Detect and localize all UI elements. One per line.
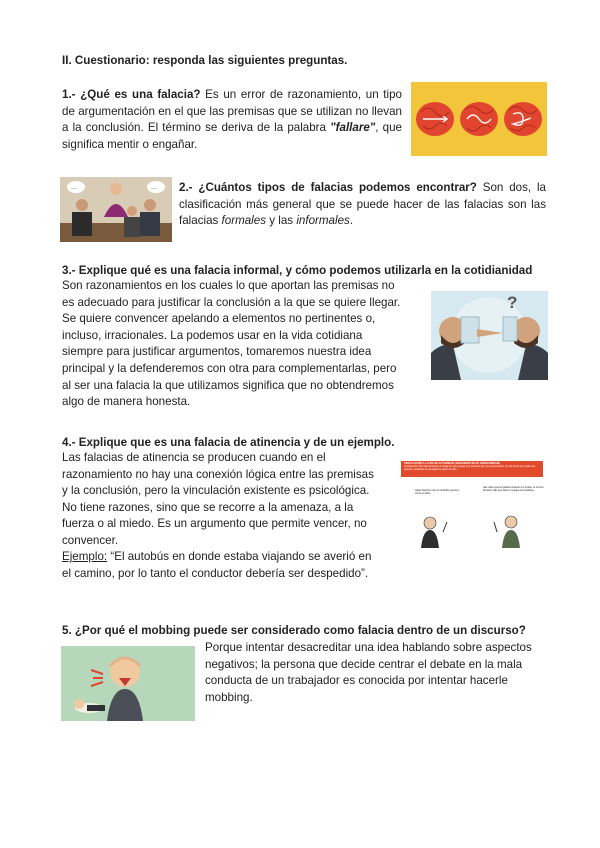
question-4-line: Las falacias de atinencia se producen cuando en el (62, 451, 326, 464)
meeting-people-icons (60, 177, 172, 242)
authority-fallacy-illustration (397, 460, 548, 550)
meeting-illustration (60, 177, 172, 242)
banner-title: VINCULACIÓN A LA IRA DE AUTORIDAD (ARGUMENTUM AD VERECUNDIAM) (404, 462, 500, 465)
svg-text:...: ... (151, 184, 157, 191)
question-3-line: incluso, irracionales. La podemos usar en la vida cotidiana (62, 328, 363, 342)
question-5-body (205, 640, 546, 706)
brain-icons (411, 82, 547, 156)
question-3-line: Se quiere convencer apelando a elementos no pertinentes o, (62, 312, 376, 326)
question-5-line: Porque intentar desacreditar una idea hablando sobre aspectos (205, 641, 532, 654)
question-1-title: 1.- ¿Qué es una falacia? (62, 88, 201, 101)
example-text-2: el camino, por lo tanto el conductor debería ser despedido”. (62, 566, 369, 580)
mobbing-figures-icons (61, 646, 195, 721)
question-4-line: No tiene razones, sino que se recorre a la amenaza, a la (62, 500, 354, 514)
question-4-line: y la conclusión, pero la vinculación existente es psicológica. (62, 484, 370, 498)
question-3-title: 3.- Explique qué es una falacia informal, y cómo podemos utilizarla en la cotidianidad (62, 264, 533, 277)
question-2-connector: y las (269, 214, 294, 228)
question-1-term: "fallare" (330, 121, 376, 135)
mobbing-illustration (61, 646, 195, 721)
question-4-title: 4.- Explique que es una falacia de atinencia y de un ejemplo. (62, 436, 395, 449)
question-3-line: principal y la defenderemos con otra para complementarlas, pero (62, 361, 397, 375)
example-label: Ejemplo: (62, 550, 108, 563)
example-text-1: “El autobús en donde estaba viajando se averió en (110, 550, 372, 563)
question-2-term-formales: formales (221, 214, 267, 228)
question-5-line: conducta de un trabajador es conocida por intentar hacerle (205, 674, 508, 688)
svg-text:...: ... (71, 184, 77, 191)
question-2-text: Son dos, la clasificación más general que se puede hacer de las falacias son las falacias (179, 181, 546, 228)
question-3-line: al ser una falacia la que utilizamos significa que no obtendremos (62, 378, 394, 392)
question-5-line: mobbing. (205, 690, 253, 704)
question-2 (179, 180, 546, 230)
page-heading: II. Cuestionario: responda las siguientes preguntas. (62, 54, 348, 67)
question-4-body (62, 450, 392, 550)
question-mark-icon: ? (507, 293, 518, 312)
question-2-term-informales: informales (296, 214, 350, 228)
question-5-line: negativos; la persona que decide centrar el debate en la mala (205, 657, 523, 671)
banner-text: Introducción del razonamiento en lugar de que juzgar a la persona por sus argumentos, ha de tomar por justa una opinión, apelando al prestigio de quien la dice (404, 465, 535, 471)
question-1-text-end: , que significa mentir o engañar. (62, 121, 402, 151)
speakers-icons (397, 460, 548, 550)
brains-illustration (411, 82, 547, 156)
question-4-line: razonamiento no hay una conexión lógica entre las premisas (62, 467, 374, 481)
question-4-line: convencer. (62, 533, 119, 547)
speech-bubble-right: «Es claro que la indeterminación no existe, el mismo Einstein dijo que Dios no juega a los dados» (483, 486, 544, 492)
question-3-line: es adecuado para justificar la conclusión a la que se quiere llegar. (62, 295, 401, 309)
question-1 (62, 87, 402, 153)
question-5-title: 5. ¿Por qué el mobbing puede ser considerado como falacia dentro de un discurso? (62, 624, 526, 637)
question-2-title: 2.- ¿Cuántos tipos de falacias podemos encontrar? (179, 181, 477, 194)
masked-faces-illustration (431, 291, 548, 380)
question-3-line: algo de manera honesta. (62, 395, 191, 409)
question-4-line: fuerza o al miedo. Es un argumento que permite vencer, no (62, 517, 367, 531)
question-3-line: Son razonamientos en los cuales lo que aportan las premisas no (62, 279, 395, 292)
question-3-line: siempre para justificar argumentos, tomaremos nuestra idea (62, 345, 372, 359)
question-3-body (62, 278, 422, 411)
question-2-end: . (349, 214, 354, 228)
speech-bubble-left: Isaac Newton era un científico genial y creía en Dios. (415, 489, 460, 495)
question-4-example (62, 549, 402, 582)
masked-faces-icons (431, 291, 548, 380)
question-1-text: Es un error de razonamiento, un tipo de argumentación en el que las premisas que se utilizan no llevan a la conclusión. El término se deriva de la palabra (62, 88, 402, 135)
